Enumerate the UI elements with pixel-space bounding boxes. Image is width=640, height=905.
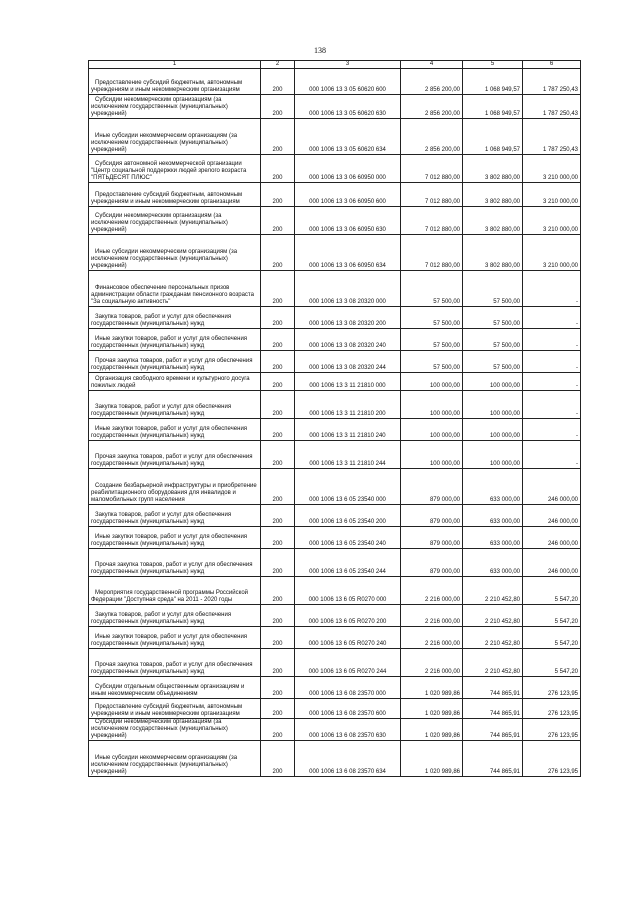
row-executed: 744 865,91 — [463, 677, 523, 699]
row-line-code: 200 — [261, 741, 295, 777]
row-approved: 2 856 200,00 — [401, 69, 463, 95]
row-budget-code: 000 1006 13 6 05 R0270 200 — [295, 605, 401, 627]
row-line-code: 200 — [261, 441, 295, 469]
row-executed: 633 000,00 — [463, 549, 523, 577]
row-executed: 100 000,00 — [463, 419, 523, 441]
row-budget-code: 000 1006 13 6 05 23540 240 — [295, 527, 401, 549]
row-name: Предоставление субсидий бюджетным, автономным учреждениям и иным некоммерческим организациям — [89, 183, 261, 207]
row-line-code: 200 — [261, 235, 295, 271]
row-budget-code: 000 1006 13 3 06 60950 630 — [295, 207, 401, 235]
row-approved: 2 216 000,00 — [401, 605, 463, 627]
row-line-code: 200 — [261, 391, 295, 419]
row-unexecuted: 3 210 000,00 — [523, 207, 581, 235]
row-executed: 2 210 452,80 — [463, 577, 523, 605]
row-name: Прочая закупка товаров, работ и услуг для обеспечения государственных (муниципальных) нужд — [89, 441, 261, 469]
row-budget-code: 000 1006 13 3 08 20320 240 — [295, 329, 401, 351]
header-row — [89, 61, 581, 69]
row-unexecuted: - — [523, 271, 581, 307]
row-budget-code: 000 1006 13 3 05 60620 630 — [295, 95, 401, 119]
row-name: Закупка товаров, работ и услуг для обеспечения государственных (муниципальных) нужд — [89, 307, 261, 329]
row-unexecuted: 5 547,20 — [523, 627, 581, 649]
row-line-code: 200 — [261, 719, 295, 741]
row-unexecuted: 3 210 000,00 — [523, 235, 581, 271]
row-executed: 744 865,91 — [463, 741, 523, 777]
row-line-code: 200 — [261, 271, 295, 307]
row-unexecuted: 246 000,00 — [523, 549, 581, 577]
row-approved: 7 012 880,00 — [401, 155, 463, 183]
row-executed: 100 000,00 — [463, 373, 523, 391]
row-name: Финансовое обеспечение персональных призов администрации области гражданам пенсионного возраста "За социальную активность" — [89, 271, 261, 307]
row-approved: 879 000,00 — [401, 469, 463, 505]
row-line-code: 200 — [261, 527, 295, 549]
row-name: Иные закупки товаров, работ и услуг для обеспечения государственных (муниципальных) нужд — [89, 527, 261, 549]
row-executed: 3 802 880,00 — [463, 235, 523, 271]
row-executed: 3 802 880,00 — [463, 183, 523, 207]
row-approved: 100 000,00 — [401, 419, 463, 441]
table-row — [89, 741, 581, 777]
row-executed: 3 802 880,00 — [463, 207, 523, 235]
row-approved: 100 000,00 — [401, 373, 463, 391]
row-approved: 1 020 989,86 — [401, 699, 463, 719]
row-line-code: 200 — [261, 419, 295, 441]
row-line-code: 200 — [261, 627, 295, 649]
row-approved: 100 000,00 — [401, 441, 463, 469]
row-approved: 57 500,00 — [401, 351, 463, 373]
table-row — [89, 373, 581, 391]
row-approved: 2 216 000,00 — [401, 577, 463, 605]
row-line-code: 200 — [261, 505, 295, 527]
row-budget-code: 000 1006 13 6 08 23570 000 — [295, 677, 401, 699]
row-unexecuted: 276 123,95 — [523, 677, 581, 699]
row-budget-code: 000 1006 13 3 05 60620 634 — [295, 119, 401, 155]
row-unexecuted: - — [523, 329, 581, 351]
row-unexecuted: - — [523, 419, 581, 441]
row-name: Субсидии отдельным общественным организациям и иным некоммерческим объединениям — [89, 677, 261, 699]
row-executed: 57 500,00 — [463, 329, 523, 351]
table-row — [89, 307, 581, 329]
table-row — [89, 183, 581, 207]
row-line-code: 200 — [261, 155, 295, 183]
row-unexecuted: 3 210 000,00 — [523, 183, 581, 207]
table-row — [89, 329, 581, 351]
header-cell-6: 6 — [523, 61, 581, 69]
row-executed: 744 865,91 — [463, 699, 523, 719]
row-budget-code: 000 1006 13 6 08 23570 634 — [295, 741, 401, 777]
row-name: Прочая закупка товаров, работ и услуг для обеспечения государственных (муниципальных) нужд — [89, 549, 261, 577]
row-line-code: 200 — [261, 119, 295, 155]
row-name: Иные субсидии некоммерческим организациям (за исключением государственных (муниципальных) учреждений) — [89, 741, 261, 777]
row-budget-code: 000 1006 13 3 08 20320 000 — [295, 271, 401, 307]
header-cell-5: 5 — [463, 61, 523, 69]
table-row — [89, 95, 581, 119]
row-name: Субсидия автономной некоммерческой организации "Центр социальной поддержки людей зрелого возраста "ПЯТЬДЕСЯТ ПЛЮС" — [89, 155, 261, 183]
row-line-code: 200 — [261, 329, 295, 351]
row-executed: 2 210 452,80 — [463, 627, 523, 649]
row-executed: 1 068 949,57 — [463, 69, 523, 95]
row-unexecuted: 5 547,20 — [523, 605, 581, 627]
row-unexecuted: - — [523, 307, 581, 329]
row-executed: 57 500,00 — [463, 271, 523, 307]
row-name: Иные закупки товаров, работ и услуг для обеспечения государственных (муниципальных) нужд — [89, 627, 261, 649]
table-row — [89, 649, 581, 677]
row-budget-code: 000 1006 13 3 06 60950 600 — [295, 183, 401, 207]
row-budget-code: 000 1006 13 3 06 60950 000 — [295, 155, 401, 183]
table-row — [89, 549, 581, 577]
header-cell-3: 3 — [295, 61, 401, 69]
row-unexecuted: 276 123,95 — [523, 741, 581, 777]
row-name: Организация свободного времени и культурного досуга пожилых людей — [89, 373, 261, 391]
row-approved: 879 000,00 — [401, 505, 463, 527]
header-cell-4: 4 — [401, 61, 463, 69]
row-unexecuted: 1 787 250,43 — [523, 69, 581, 95]
row-budget-code: 000 1006 13 6 08 23570 630 — [295, 719, 401, 741]
row-name: Закупка товаров, работ и услуг для обеспечения государственных (муниципальных) нужд — [89, 605, 261, 627]
row-executed: 2 210 452,80 — [463, 605, 523, 627]
row-approved: 57 500,00 — [401, 329, 463, 351]
row-executed: 1 068 949,57 — [463, 119, 523, 155]
row-name: Закупка товаров, работ и услуг для обеспечения государственных (муниципальных) нужд — [89, 391, 261, 419]
table-row — [89, 469, 581, 505]
row-line-code: 200 — [261, 677, 295, 699]
row-executed: 57 500,00 — [463, 351, 523, 373]
row-budget-code: 000 1006 13 6 05 23540 000 — [295, 469, 401, 505]
table-row — [89, 441, 581, 469]
row-unexecuted: - — [523, 351, 581, 373]
row-approved: 2 216 000,00 — [401, 649, 463, 677]
table-row — [89, 577, 581, 605]
row-budget-code: 000 1006 13 3 05 60620 600 — [295, 69, 401, 95]
row-name: Иные закупки товаров, работ и услуг для обеспечения государственных (муниципальных) нужд — [89, 419, 261, 441]
table-row — [89, 271, 581, 307]
row-unexecuted: 3 210 000,00 — [523, 155, 581, 183]
row-approved: 7 012 880,00 — [401, 235, 463, 271]
row-line-code: 200 — [261, 69, 295, 95]
row-name: Субсидии некоммерческим организациям (за исключением государственных (муниципальных) учреждений) — [89, 95, 261, 119]
table-row — [89, 119, 581, 155]
row-unexecuted: - — [523, 373, 581, 391]
row-name: Создание безбарьерной инфраструктуры и приобретение реабилитационного оборудования для инвалидов и маломобильных групп населения — [89, 469, 261, 505]
table-row — [89, 699, 581, 719]
row-approved: 2 856 200,00 — [401, 95, 463, 119]
table-row — [89, 235, 581, 271]
row-name: Иные закупки товаров, работ и услуг для обеспечения государственных (муниципальных) нужд — [89, 329, 261, 351]
row-unexecuted: 246 000,00 — [523, 527, 581, 549]
row-executed: 1 068 949,57 — [463, 95, 523, 119]
row-name: Иные субсидии некоммерческим организациям (за исключением государственных (муниципальных) учреждений) — [89, 119, 261, 155]
row-unexecuted: - — [523, 441, 581, 469]
row-approved: 57 500,00 — [401, 307, 463, 329]
table-row — [89, 677, 581, 699]
row-budget-code: 000 1006 13 6 05 R0270 000 — [295, 577, 401, 605]
row-name: Прочая закупка товаров, работ и услуг для обеспечения государственных (муниципальных) нужд — [89, 649, 261, 677]
row-approved: 7 012 880,00 — [401, 207, 463, 235]
row-approved: 1 020 989,86 — [401, 677, 463, 699]
row-name: Предоставление субсидий бюджетным, автономным учреждениям и иным некоммерческим организациям — [89, 69, 261, 95]
row-executed: 100 000,00 — [463, 441, 523, 469]
row-name: Мероприятия государственной программы Российской Федерации "Доступная среда" на 2011 - 2020 годы — [89, 577, 261, 605]
row-line-code: 200 — [261, 549, 295, 577]
row-budget-code: 000 1006 13 3 11 21810 000 — [295, 373, 401, 391]
row-unexecuted: 1 787 250,43 — [523, 95, 581, 119]
row-budget-code: 000 1006 13 6 05 23540 244 — [295, 549, 401, 577]
row-approved: 1 020 989,86 — [401, 719, 463, 741]
row-budget-code: 000 1006 13 6 05 23540 200 — [295, 505, 401, 527]
row-executed: 744 865,91 — [463, 719, 523, 741]
row-unexecuted: 276 123,95 — [523, 699, 581, 719]
row-line-code: 200 — [261, 469, 295, 505]
row-line-code: 200 — [261, 699, 295, 719]
row-name: Субсидии некоммерческим организациям (за исключением государственных (муниципальных) учреждений) — [89, 207, 261, 235]
row-budget-code: 000 1006 13 6 05 R0270 244 — [295, 649, 401, 677]
table-row — [89, 351, 581, 373]
row-name: Субсидии некоммерческим организациям (за исключением государственных (муниципальных) учреждений) — [89, 719, 261, 741]
row-budget-code: 000 1006 13 6 05 R0270 240 — [295, 627, 401, 649]
row-approved: 100 000,00 — [401, 391, 463, 419]
row-budget-code: 000 1006 13 3 08 20320 200 — [295, 307, 401, 329]
table-row — [89, 605, 581, 627]
row-approved: 1 020 989,86 — [401, 741, 463, 777]
table-row — [89, 627, 581, 649]
table-row — [89, 69, 581, 95]
row-executed: 3 802 880,00 — [463, 155, 523, 183]
page-number: 138 — [314, 46, 326, 55]
table-row — [89, 419, 581, 441]
row-executed: 100 000,00 — [463, 391, 523, 419]
header-cell-2: 2 — [261, 61, 295, 69]
row-budget-code: 000 1006 13 3 11 21810 240 — [295, 419, 401, 441]
row-name: Прочая закупка товаров, работ и услуг для обеспечения государственных (муниципальных) нужд — [89, 351, 261, 373]
table-row — [89, 207, 581, 235]
table-row — [89, 391, 581, 419]
row-unexecuted: - — [523, 391, 581, 419]
table-row — [89, 155, 581, 183]
row-line-code: 200 — [261, 649, 295, 677]
row-executed: 57 500,00 — [463, 307, 523, 329]
row-line-code: 200 — [261, 95, 295, 119]
row-budget-code: 000 1006 13 3 11 21810 200 — [295, 391, 401, 419]
row-line-code: 200 — [261, 605, 295, 627]
row-line-code: 200 — [261, 207, 295, 235]
row-name: Предоставление субсидий бюджетным, автономным учреждениям и иным некоммерческим организациям — [89, 699, 261, 719]
row-approved: 57 500,00 — [401, 271, 463, 307]
table-row — [89, 505, 581, 527]
row-executed: 633 000,00 — [463, 527, 523, 549]
budget-table — [88, 60, 581, 777]
row-name: Закупка товаров, работ и услуг для обеспечения государственных (муниципальных) нужд — [89, 505, 261, 527]
row-name: Иные субсидии некоммерческим организациям (за исключением государственных (муниципальных) учреждений) — [89, 235, 261, 271]
row-approved: 879 000,00 — [401, 527, 463, 549]
header-cell-1: 1 — [89, 61, 261, 69]
row-executed: 633 000,00 — [463, 505, 523, 527]
row-unexecuted: 246 000,00 — [523, 469, 581, 505]
row-budget-code: 000 1006 13 6 08 23570 600 — [295, 699, 401, 719]
row-unexecuted: 5 547,20 — [523, 649, 581, 677]
row-approved: 7 012 880,00 — [401, 183, 463, 207]
table-row — [89, 719, 581, 741]
row-unexecuted: 246 000,00 — [523, 505, 581, 527]
row-budget-code: 000 1006 13 3 08 20320 244 — [295, 351, 401, 373]
row-line-code: 200 — [261, 373, 295, 391]
row-approved: 2 856 200,00 — [401, 119, 463, 155]
row-budget-code: 000 1006 13 3 06 60950 634 — [295, 235, 401, 271]
row-budget-code: 000 1006 13 3 11 21810 244 — [295, 441, 401, 469]
row-executed: 633 000,00 — [463, 469, 523, 505]
row-executed: 2 210 452,80 — [463, 649, 523, 677]
row-line-code: 200 — [261, 577, 295, 605]
row-unexecuted: 5 547,20 — [523, 577, 581, 605]
row-line-code: 200 — [261, 183, 295, 207]
row-unexecuted: 276 123,95 — [523, 719, 581, 741]
row-line-code: 200 — [261, 351, 295, 373]
row-line-code: 200 — [261, 307, 295, 329]
row-unexecuted: 1 787 250,43 — [523, 119, 581, 155]
table-row — [89, 527, 581, 549]
row-approved: 2 216 000,00 — [401, 627, 463, 649]
row-approved: 879 000,00 — [401, 549, 463, 577]
